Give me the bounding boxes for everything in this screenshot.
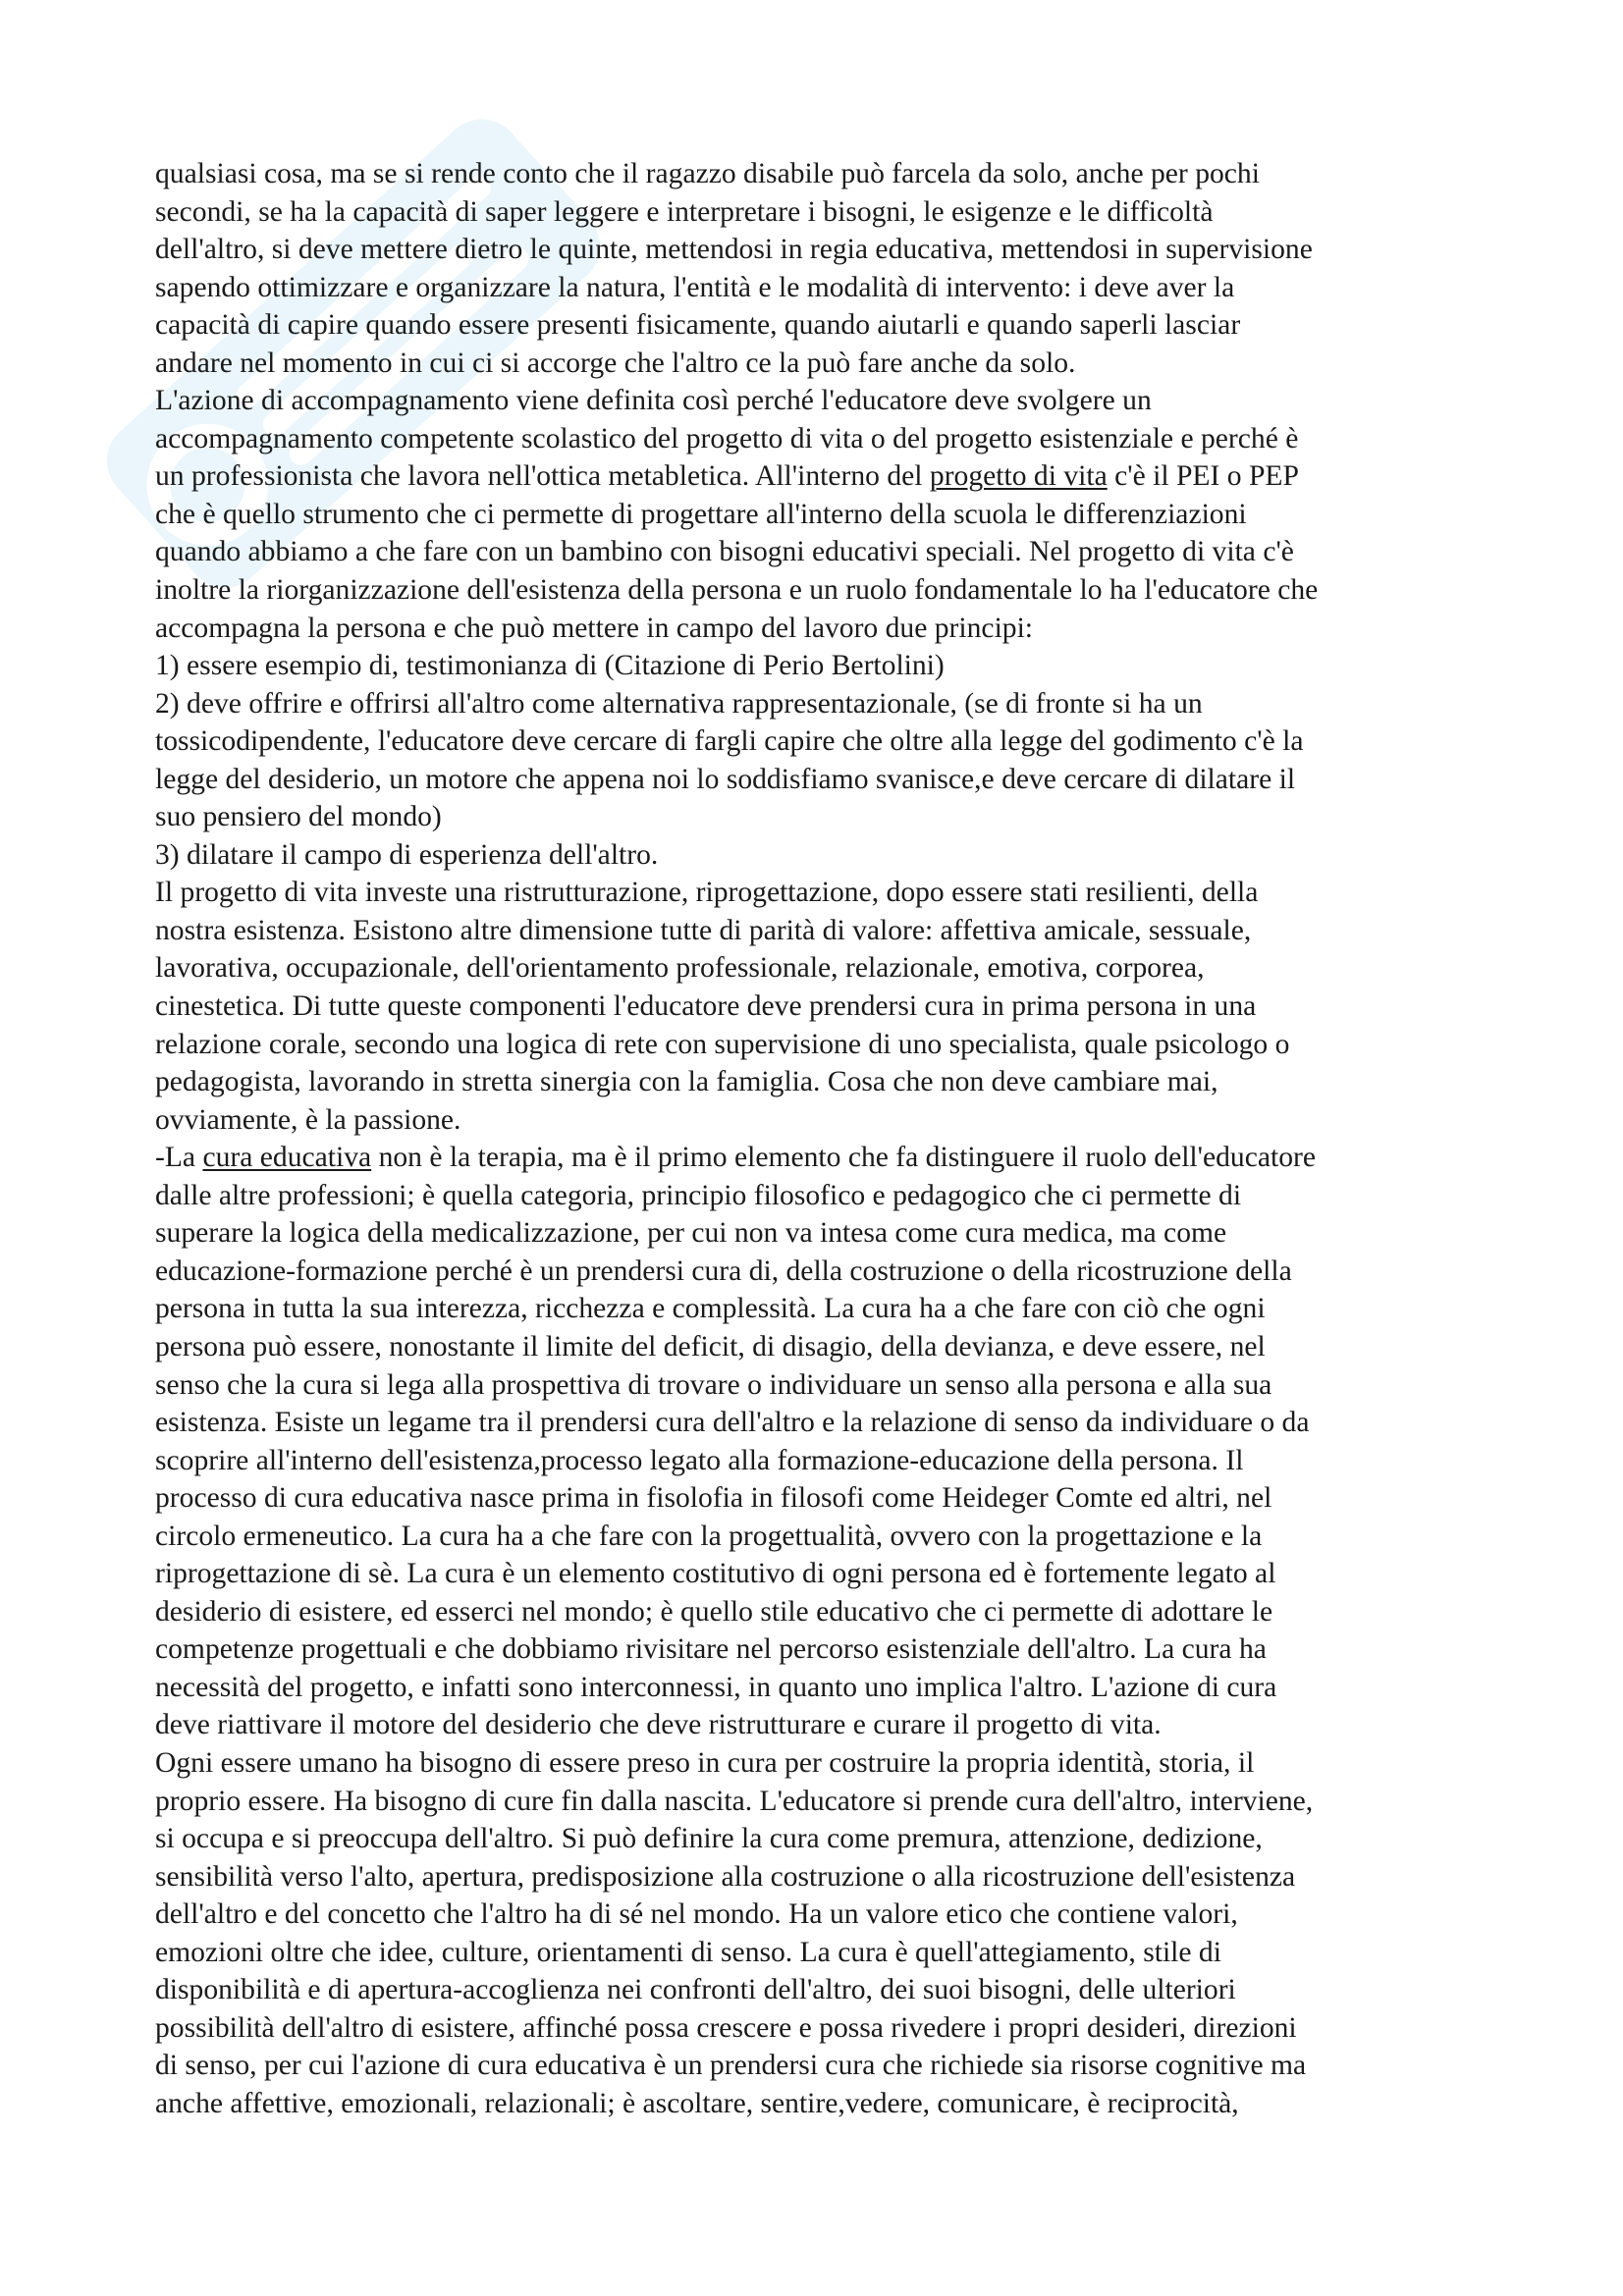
text-line (155, 306, 1490, 345)
text-line (155, 1934, 1490, 1972)
text-segment: quando abbiamo a che fare con un bambino con bisogni educativi speciali. Nel progetto di vita c'è (155, 536, 1294, 568)
text-segment: desiderio di esistere, ed esserci nel mondo; è quello stile educativo che ci permette di adottare le (155, 1595, 1273, 1628)
text-segment: L'azione di accompagnamento viene definita così perché l'educatore deve svolgere un (155, 385, 1152, 417)
text-segment: processo di cura educativa nasce prima in fisolofia in filosofi come Heideger Comte ed altri, nel (155, 1482, 1272, 1515)
text-line (155, 1253, 1490, 1291)
text-line (155, 193, 1490, 232)
text-line (155, 912, 1490, 950)
text-line (155, 610, 1490, 648)
text-segment: anche affettive, emozionali, relazionali; è ascoltare, sentire,vedere, comunicare, è reciprocità, (155, 2087, 1239, 2119)
text-segment: relazione corale, secondo una logica di rete con supervisione di uno specialista, quale psicologo o (155, 1028, 1290, 1060)
text-line (155, 1177, 1490, 1215)
text-line (155, 1139, 1490, 1177)
text-line (155, 1290, 1490, 1328)
text-segment: dell'altro, si deve mettere dietro le quinte, mettendosi in regia educativa, mettendosi in supervisione (155, 234, 1313, 266)
text-line (155, 1404, 1490, 1442)
text-line (155, 496, 1490, 534)
text-line (155, 1971, 1490, 2009)
text-segment: disponibilità e di apertura-accoglienza nei confronti dell'altro, dei suoi bisogni, delle ulteriori (155, 1974, 1236, 2006)
text-line (155, 798, 1490, 836)
text-segment: possibilità dell'altro di esistere, affinché possa crescere e possa rivedere i propri desideri, direzioni (155, 2011, 1297, 2044)
text-line (155, 1328, 1490, 1366)
text-line (155, 1706, 1490, 1744)
text-line (155, 1442, 1490, 1480)
text-segment: ovviamente, è la passione. (155, 1103, 461, 1136)
text-segment: sensibilità verso l'alto, apertura, predisposizione alla costruzione o alla ricostruzione dell'esistenza (155, 1860, 1296, 1893)
text-line (155, 836, 1490, 875)
text-segment: cinestetica. Di tutte queste componenti l'educatore deve prendersi cura in prima persona in una (155, 990, 1257, 1023)
text-line (155, 571, 1490, 610)
text-segment: 2) deve offrire e offrirsi all'altro come alternativa rappresentazionale, (se di fronte si ha un (155, 687, 1203, 720)
text-segment: tossicodipendente, l'educatore deve cercare di fargli capire che oltre alla legge del godimento c'è la (155, 725, 1304, 758)
text-line (155, 269, 1490, 307)
text-line (155, 1783, 1490, 1821)
text-segment: senso che la cura si lega alla prospettiva di trovare o individuare un senso alla persona e alla sua (155, 1368, 1272, 1401)
text-segment: deve riattivare il motore del desiderio che deve ristrutturare e curare il progetto di vita. (155, 1709, 1162, 1741)
text-segment: secondi, se ha la capacità di saper leggere e interpretare i bisogni, le esigenze e le difficoltà (155, 195, 1214, 228)
text-line (155, 2085, 1490, 2123)
text-line (155, 155, 1490, 193)
text-line (155, 231, 1490, 269)
text-segment: di senso, per cui l'azione di cura educativa è un prendersi cura che richiede sia risorse cognitive ma (155, 2050, 1307, 2082)
text-line (155, 382, 1490, 420)
text-line (155, 1820, 1490, 1858)
text-line (155, 533, 1490, 571)
text-segment: dell'altro e del concetto che l'altro ha di sé nel mondo. Ha un valore etico che contiene valori, (155, 1898, 1238, 1931)
text-segment: proprio essere. Ha bisogno di cure fin dalla nascita. L'educatore si prende cura dell'altro, interviene, (155, 1785, 1314, 1817)
text-segment: persona può essere, nonostante il limite del deficit, di disagio, della devianza, e deve essere, nel (155, 1330, 1266, 1362)
text-line (155, 874, 1490, 912)
text-line (155, 1101, 1490, 1140)
text-line (155, 1630, 1490, 1669)
text-segment: Ogni essere umano ha bisogno di essere preso in cura per costruire la propria identità, storia, il (155, 1746, 1255, 1779)
text-segment: riprogettazione di sè. La cura è un elemento costitutivo di ogni persona ed è fortemente legato al (155, 1558, 1276, 1590)
text-segment: superare la logica della medicalizzazione, per cui non va intesa come cura medica, ma come (155, 1217, 1227, 1250)
text-line (155, 1669, 1490, 1707)
text-line (155, 1026, 1490, 1064)
text-segment: lavorativa, occupazionale, dell'orientamento professionale, relazionale, emotiva, corporea, (155, 952, 1205, 985)
text-segment: dalle altre professioni; è quella categoria, principio filosofico e pedagogico che ci permette di (155, 1179, 1242, 1211)
text-segment: educazione-formazione perché è un prendersi cura di, della costruzione o della ricostruzione della (155, 1255, 1292, 1287)
text-segment: emozioni oltre che idee, culture, orientamenti di senso. La cura è quell'attegiamento, stile di (155, 1936, 1221, 1968)
text-line (155, 647, 1490, 685)
text-segment: qualsiasi cosa, ma se si rende conto che il ragazzo disabile può farcela da solo, anche per pochi (155, 158, 1260, 189)
text-segment: nostra esistenza. Esistono altre dimensione tutte di parità di valore: affettiva amicale, sessuale, (155, 914, 1252, 946)
text-line (155, 761, 1490, 799)
text-segment: scoprire all'interno dell'esistenza,processo legato alla formazione-educazione della persona. Il (155, 1444, 1244, 1476)
text-line (155, 2047, 1490, 2085)
text-segment: suo pensiero del mondo) (155, 801, 442, 833)
text-segment: inoltre la riorganizzazione dell'esistenza della persona e un ruolo fondamentale lo ha l'educatore che (155, 574, 1319, 607)
text-segment: necessità del progetto, e infatti sono interconnessi, in quanto uno implica l'altro. L'azione di cura (155, 1671, 1277, 1703)
text-segment: c'è il PEI o PEP (1107, 460, 1299, 493)
text-segment: 3) dilatare il campo di esperienza dell'altro. (155, 838, 659, 871)
text-line (155, 949, 1490, 988)
text-line (155, 1896, 1490, 1934)
text-segment: persona in tutta la sua interezza, ricchezza e complessità. La cura ha a che fare con ciò che ogni (155, 1293, 1266, 1325)
text-segment: andare nel momento in cui ci si accorge che l'altro ce la può fare anche da solo. (155, 347, 1076, 379)
text-segment: non è la terapia, ma è il primo elemento che fa distinguere il ruolo dell'educatore (371, 1142, 1316, 1174)
text-line (155, 2009, 1490, 2048)
text-segment: capacità di capire quando essere presenti fisicamente, quando aiutarli e quando saperli lasciar (155, 309, 1241, 342)
text-line (155, 420, 1490, 458)
text-line (155, 1063, 1490, 1101)
text-segment: 1) essere esempio di, testimonianza di (Citazione di Perio Bertolini) (155, 650, 945, 682)
text-segment: pedagogista, lavorando in stretta sinergia con la famiglia. Cosa che non deve cambiare mai, (155, 1066, 1218, 1098)
text-line (155, 1479, 1490, 1518)
text-line (155, 685, 1490, 723)
text-line (155, 1214, 1490, 1253)
text-segment: si occupa e si preoccupa dell'altro. Si può definire la cura come premura, attenzione, dedizione, (155, 1823, 1263, 1855)
text-segment: accompagna la persona e che può mettere in campo del lavoro due principi: (155, 612, 1034, 644)
text-line (155, 1744, 1490, 1783)
text-segment: sapendo ottimizzare e organizzare la natura, l'entità e le modalità di intervento: i deve aver la (155, 271, 1235, 303)
text-segment: accompagnamento competente scolastico del progetto di vita o del progetto esistenziale e perché è (155, 422, 1299, 454)
text-line (155, 1518, 1490, 1556)
underlined-term: cura educativa (202, 1142, 372, 1174)
text-segment: legge del desiderio, un motore che appena noi lo soddisfiamo svanisce,e deve cercare di dilatare il (155, 763, 1296, 795)
text-segment: Il progetto di vita investe una ristrutturazione, riprogettazione, dopo essere stati resilienti, della (155, 877, 1259, 909)
text-segment: -La (155, 1142, 203, 1174)
text-segment: competenze progettuali e che dobbiamo rivisitare nel percorso esistenziale dell'altro. La cura ha (155, 1633, 1267, 1666)
underlined-term: progetto di vita (929, 460, 1108, 493)
text-line (155, 1858, 1490, 1896)
text-line (155, 1555, 1490, 1593)
text-line (155, 1366, 1490, 1405)
text-segment: che è quello strumento che ci permette di progettare all'interno della scuola le differenziazioni (155, 498, 1247, 530)
text-line (155, 722, 1490, 761)
text-line (155, 988, 1490, 1026)
text-segment: circolo ermeneutico. La cura ha a che fare con la progettualità, ovvero con la progettazione e la (155, 1520, 1263, 1552)
text-line (155, 457, 1490, 496)
text-segment: esistenza. Esiste un legame tra il prendersi cura dell'altro e la relazione di senso da individuare o da (155, 1407, 1310, 1439)
document-body (155, 155, 1490, 2122)
text-line (155, 345, 1490, 383)
text-segment: un professionista che lavora nell'ottica metabletica. All'interno del (155, 460, 930, 493)
text-line (155, 1593, 1490, 1631)
